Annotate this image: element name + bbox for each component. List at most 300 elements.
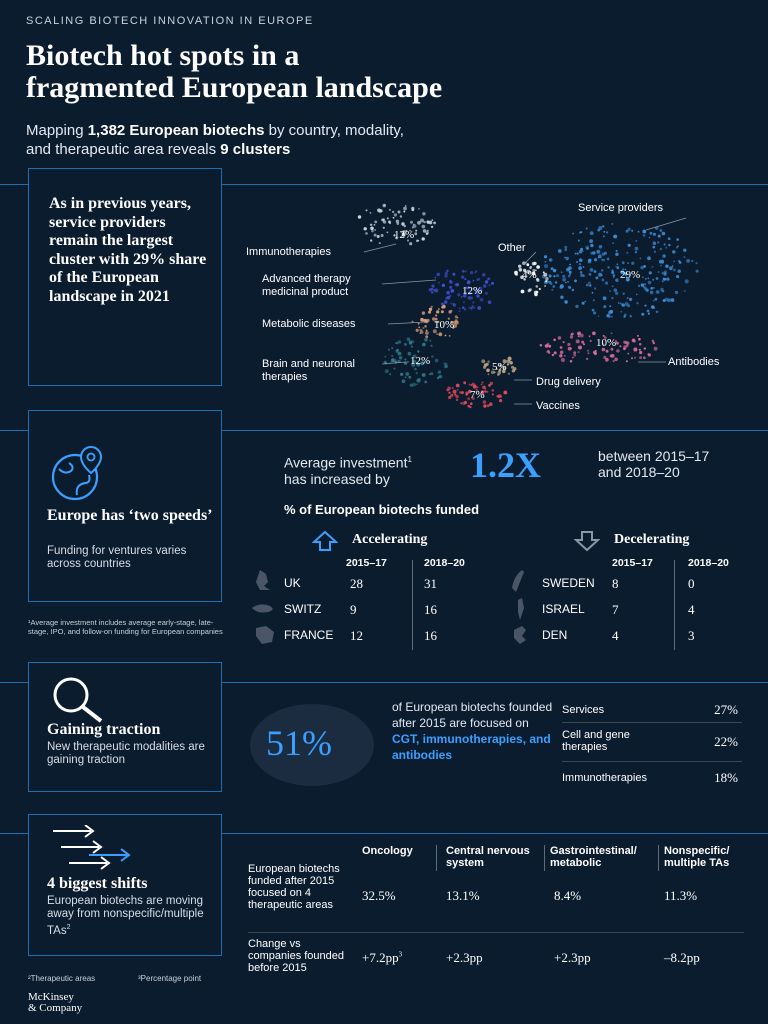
footnote-1: ¹Average investment includes average early-stage, late-stage, IPO, and follow-on funding for European companies: [28, 618, 223, 636]
cluster-dot: [394, 213, 397, 216]
cluster-dot: [549, 275, 552, 278]
cluster-dot: [536, 291, 538, 293]
cluster-dot: [614, 358, 618, 362]
cluster-dot: [685, 279, 689, 283]
cluster-dot: [612, 223, 614, 225]
cluster-dot: [644, 347, 646, 349]
cluster-dot: [414, 368, 416, 370]
cluster-dot: [417, 240, 419, 242]
modality-list: [562, 698, 742, 790]
cluster-dot: [482, 273, 485, 276]
cluster-dot: [561, 358, 565, 362]
cluster-dot: [371, 230, 374, 233]
cluster-dot: [586, 283, 589, 286]
cluster-dot: [417, 350, 419, 352]
cluster-dot: [615, 253, 618, 256]
cluster-dot: [416, 383, 418, 385]
cluster-dot: [418, 323, 420, 325]
cluster-dot: [387, 217, 389, 219]
cluster-dot: [410, 384, 413, 387]
cluster-dot: [643, 265, 646, 268]
cluster-dot: [450, 303, 452, 305]
cluster-dot: [580, 271, 583, 274]
cluster-dot: [660, 288, 663, 291]
cluster-dot: [653, 300, 655, 302]
cluster-dot: [555, 281, 557, 283]
cluster-dot: [400, 373, 403, 376]
decel-col1: 2015–17: [612, 557, 653, 569]
cluster-dot: [536, 279, 539, 282]
label-antibodies: Antibodies: [668, 356, 720, 368]
cluster-dot: [583, 266, 585, 268]
cluster-map: [236, 190, 756, 420]
cluster-dot: [565, 282, 567, 284]
cluster-dot: [606, 350, 609, 353]
cluster-dot: [402, 379, 406, 383]
cluster-dot: [638, 285, 640, 287]
cluster-dot: [499, 399, 502, 402]
cluster-dot: [590, 340, 592, 342]
row1-gi: 8.4%: [554, 888, 582, 903]
cluster-dot: [422, 311, 425, 314]
cluster-dot: [422, 373, 426, 377]
cluster-dot: [436, 273, 440, 277]
cluster-dot: [424, 381, 427, 384]
cluster-dot: [483, 284, 487, 288]
traction-title: Gaining traction: [47, 721, 161, 738]
cluster-dot: [651, 305, 654, 308]
israel-map-icon: [518, 598, 524, 620]
cluster-dot: [572, 233, 574, 235]
traction-text: of European biotechs founded after 2015 are focused on CGT, immunotherapies, and antibodies: [392, 700, 553, 762]
cluster-dot: [573, 351, 576, 354]
big-pct: 51%: [266, 723, 332, 763]
france-map-icon: [256, 626, 274, 644]
cluster-dot: [441, 306, 444, 309]
cluster-dot: [487, 277, 490, 280]
cluster-dot: [374, 234, 377, 237]
cluster-dot: [642, 276, 644, 278]
sweden-map-icon: [512, 570, 524, 592]
cluster-dot: [488, 300, 492, 304]
label-immuno: Immunotherapies: [246, 246, 331, 258]
cluster-dot: [639, 349, 641, 351]
cluster-dot: [404, 343, 407, 346]
cluster-dot: [594, 258, 597, 261]
decel-col2: 2018–20: [688, 557, 729, 569]
accel-col2: 2018–20: [424, 557, 465, 569]
cluster-dot: [613, 235, 617, 239]
cluster-dot: [391, 355, 393, 357]
switzerland-map-icon: [252, 604, 273, 612]
cluster-dot: [620, 311, 622, 313]
cluster-dot: [639, 356, 642, 359]
cluster-dot: [649, 237, 651, 239]
arrow-down-icon: [574, 530, 600, 552]
cluster-dot: [383, 204, 387, 208]
cluster-dot: [624, 341, 627, 344]
cluster-dot: [471, 384, 473, 386]
cluster-dot: [456, 399, 458, 401]
cluster-dot: [594, 352, 597, 355]
cluster-dot: [676, 275, 679, 278]
cluster-dot: [619, 345, 621, 347]
cluster-dot: [464, 309, 466, 311]
two-speeds-sub: Funding for ventures varies across countries: [47, 545, 187, 570]
cluster-dot: [647, 256, 651, 260]
cluster-dot: [580, 248, 583, 251]
cluster-dot: [594, 270, 597, 273]
cluster-dot: [374, 221, 377, 224]
cluster-dot: [579, 347, 581, 349]
cluster-dot: [664, 244, 666, 246]
cluster-dot: [469, 406, 471, 408]
cluster-dot: [408, 376, 411, 379]
cluster-dot: [424, 338, 428, 342]
cluster-dot: [398, 340, 402, 344]
shifts-sub: European biotechs are moving away from nonspecific/multiple TAs$^2$: [47, 895, 204, 937]
cluster-dot: [663, 278, 665, 280]
cluster-dot: [669, 266, 673, 270]
cluster-dot: [422, 343, 426, 347]
cluster-dot: [625, 302, 629, 306]
cluster-dot: [399, 356, 403, 360]
cluster-dot: [575, 305, 578, 308]
table-row: SWITZ 9 16: [284, 602, 437, 617]
cluster-dot: [473, 280, 475, 282]
cluster-dot: [473, 307, 475, 309]
cluster-dot: [696, 270, 699, 273]
two-speeds-card: [28, 410, 222, 602]
cluster-dot: [658, 271, 660, 273]
cluster-dot: [441, 303, 444, 306]
cluster-dot: [425, 335, 428, 338]
row1-oncology: 32.5%: [362, 888, 396, 903]
cluster-summary-card: [28, 168, 222, 386]
cluster-dot: [464, 383, 466, 385]
cluster-dot: [660, 265, 662, 267]
cluster-dot: [608, 315, 611, 318]
cluster-dot: [585, 246, 589, 250]
cluster-dot: [545, 280, 547, 282]
cluster-dot: [668, 237, 671, 240]
cluster-dot: [618, 302, 620, 304]
cluster-dot: [374, 229, 376, 231]
cluster-dot: [653, 233, 656, 236]
cluster-dot: [607, 258, 610, 261]
cluster-dot: [475, 270, 477, 272]
cluster-dot: [446, 270, 448, 272]
leader-line: [388, 322, 426, 324]
cluster-dot: [603, 235, 605, 237]
cluster-dot: [558, 336, 562, 340]
cluster-dot: [381, 234, 384, 237]
cluster-dot: [526, 263, 529, 266]
cluster-dot: [653, 241, 657, 245]
cluster-dot: [480, 298, 484, 302]
cluster-dot: [483, 404, 486, 407]
cluster-dot: [676, 247, 678, 249]
cluster-dot: [574, 280, 577, 283]
cluster-dot: [473, 385, 477, 389]
cluster-dot: [662, 232, 666, 236]
cluster-dot: [456, 283, 459, 286]
cluster-dot: [388, 221, 391, 224]
cluster-dot: [401, 222, 405, 226]
cluster-dot: [622, 261, 625, 264]
cluster-dot: [562, 278, 566, 282]
cluster-dot: [653, 246, 656, 249]
cluster-dot: [563, 341, 565, 343]
cluster-dot: [653, 287, 655, 289]
cluster-dot: [444, 300, 447, 303]
cluster-dot: [508, 373, 510, 375]
cluster-dot: [581, 341, 584, 344]
cluster-dot: [611, 316, 613, 318]
cluster-dot: [366, 209, 368, 211]
cluster-dot: [396, 350, 399, 353]
cluster-dot: [567, 281, 569, 283]
cluster-dot: [582, 302, 585, 305]
cluster-dot: [544, 285, 546, 287]
col-cns: Central nervous system: [446, 845, 530, 869]
cluster-dot: [572, 357, 574, 359]
label-vaccines: Vaccines: [536, 400, 580, 412]
cluster-dot: [662, 254, 666, 258]
cluster-dot: [431, 285, 434, 288]
cluster-dot: [671, 298, 675, 302]
cluster-dot: [562, 275, 565, 278]
cluster-dot: [444, 274, 448, 278]
cluster-dot: [477, 306, 481, 310]
decel-rows: [542, 576, 752, 654]
cluster-dot: [448, 392, 450, 394]
cluster-dot: [435, 359, 439, 363]
pct-drug: 5%: [492, 361, 507, 373]
row2-label: Change vs companies founded before 2015: [248, 938, 345, 974]
cluster-dot: [455, 315, 458, 318]
cluster-dot: [568, 266, 572, 270]
accel-country-shapes: [250, 568, 280, 648]
cluster-dot: [450, 289, 454, 293]
cluster-dot: [395, 342, 397, 344]
cluster-dot: [584, 301, 586, 303]
cluster-dot: [631, 357, 633, 359]
cluster-dot: [413, 224, 417, 228]
cluster-dot: [579, 250, 582, 253]
cluster-dot: [578, 240, 580, 242]
cluster-dot: [662, 280, 664, 282]
cluster-dot: [590, 268, 594, 272]
cluster-dot: [616, 263, 618, 265]
cluster-dot: [514, 369, 516, 371]
cluster-dot: [445, 335, 447, 337]
cluster-dot: [587, 350, 589, 352]
cluster-dot: [633, 348, 637, 352]
cluster-dot: [548, 352, 550, 354]
cluster-dot: [434, 277, 436, 279]
pct-metabolic: 10%: [434, 319, 455, 331]
uk-map-icon: [256, 570, 270, 590]
cluster-dot: [464, 401, 467, 404]
cluster-dot: [589, 284, 591, 286]
pct-vaccines: 7%: [470, 389, 485, 401]
table-row: FRANCE 12 16: [284, 628, 437, 643]
cluster-dot: [616, 266, 619, 269]
cluster-dot: [644, 305, 646, 307]
cluster-dot: [637, 335, 639, 337]
cluster-dot: [655, 298, 658, 301]
table-row: SWEDEN 8 0: [542, 576, 695, 591]
cluster-dot: [508, 357, 512, 361]
cluster-dot: [430, 340, 432, 342]
cluster-dot: [586, 228, 588, 230]
cluster-dot: [626, 360, 628, 362]
cluster-dot: [560, 351, 564, 355]
cluster-dot: [588, 282, 591, 285]
cluster-dot: [544, 255, 547, 258]
cluster-dot: [549, 259, 551, 261]
cluster-dot: [422, 212, 425, 215]
label-atmp: Advanced therapy medicinal product: [262, 273, 351, 298]
cluster-dot: [422, 327, 424, 329]
cluster-dot: [358, 215, 361, 218]
cluster-dot: [453, 390, 457, 394]
cluster-dot: [578, 335, 580, 337]
cluster-dot: [656, 277, 659, 280]
cluster-dot: [627, 297, 629, 299]
cluster-dot: [485, 292, 488, 295]
cluster-dot: [650, 291, 654, 295]
cluster-dot: [503, 391, 507, 395]
cluster-dot: [602, 225, 604, 227]
cluster-dot: [462, 306, 465, 309]
globe-pin-icon: [47, 443, 109, 505]
cluster-dot: [438, 375, 441, 378]
pct-atmp: 12%: [462, 285, 483, 297]
cluster-dot: [518, 265, 521, 268]
cluster-dot: [377, 235, 380, 238]
cluster-dot: [652, 279, 654, 281]
cluster-dot: [553, 339, 556, 342]
row1-cns: 13.1%: [446, 888, 480, 903]
cluster-dot: [658, 235, 661, 238]
cluster-dot: [559, 286, 562, 289]
cluster-dot: [593, 299, 595, 301]
cluster-dot: [553, 285, 556, 288]
cluster-dot: [602, 279, 605, 282]
cluster-dot: [477, 278, 480, 281]
cluster-dot: [492, 393, 494, 395]
cluster-dot: [469, 384, 471, 386]
cluster-dot: [614, 288, 618, 292]
cluster-dot: [623, 348, 626, 351]
cluster-dot: [545, 261, 547, 263]
cluster-dot: [364, 227, 367, 230]
cluster-dot: [598, 257, 600, 259]
leader-line: [382, 280, 436, 284]
cluster-dot: [424, 325, 427, 328]
cluster-dot: [592, 251, 595, 254]
cluster-dot: [392, 211, 394, 213]
cluster-dot: [550, 283, 553, 286]
cluster-dot: [379, 242, 381, 244]
cluster-dot: [665, 265, 668, 268]
cluster-dot: [696, 262, 698, 264]
cluster-dot: [435, 314, 437, 316]
cluster-dot: [556, 274, 559, 277]
cluster-dot: [611, 332, 613, 334]
cluster-dot: [583, 343, 585, 345]
cluster-dot: [425, 331, 429, 335]
cluster-dot: [571, 333, 574, 336]
cluster-dot: [663, 299, 666, 302]
cluster-dot: [545, 344, 549, 348]
cluster-dot: [405, 372, 409, 376]
col-divider: [436, 845, 437, 871]
cluster-dot: [429, 373, 431, 375]
cluster-dot: [551, 267, 554, 270]
cluster-dot: [511, 366, 514, 369]
table-row: UK 28 31: [284, 576, 437, 591]
cluster-dot: [596, 250, 600, 254]
cluster-dot: [411, 208, 414, 211]
list-item: Services 27%: [562, 698, 742, 723]
cluster-dot: [442, 284, 445, 287]
cluster-dot: [616, 349, 619, 352]
cluster-dot: [609, 290, 611, 292]
cluster-dot: [449, 335, 451, 337]
cluster-dot: [602, 253, 605, 256]
cluster-dot: [448, 310, 451, 313]
cluster-dot: [431, 291, 433, 293]
cluster-dot: [536, 285, 539, 288]
cluster-dot: [660, 229, 663, 232]
accel-col1: 2015–17: [346, 557, 387, 569]
cluster-dot: [612, 242, 614, 244]
cluster-dot: [436, 333, 438, 335]
decelerating-label: Decelerating: [614, 532, 690, 547]
cluster-dot: [465, 270, 467, 272]
cluster-dot: [654, 251, 656, 253]
cluster-dot: [588, 259, 591, 262]
cluster-dot: [572, 289, 574, 291]
cluster-dot: [645, 278, 647, 280]
cluster-dot: [533, 262, 536, 265]
cluster-dot: [620, 303, 622, 305]
cluster-dot: [570, 335, 573, 338]
cluster-dot: [592, 332, 596, 336]
cluster-dot: [486, 391, 488, 393]
cluster-dot: [491, 282, 494, 285]
cluster-dot: [477, 386, 479, 388]
cluster-dot: [420, 219, 424, 223]
cluster-dot: [650, 287, 653, 290]
invest-multiplier: 1.2X: [470, 445, 541, 485]
col-nonspecific: Nonspecific/ multiple TAs: [664, 845, 730, 869]
label-service: Service providers: [578, 202, 663, 214]
cluster-dot: [568, 275, 571, 278]
cluster-dot: [590, 244, 593, 247]
cluster-dot: [543, 271, 545, 273]
cluster-dot: [422, 225, 426, 229]
cluster-dot: [453, 303, 456, 306]
cluster-dot: [553, 275, 555, 277]
cluster-dot: [455, 319, 458, 322]
cluster-dot: [678, 270, 681, 273]
col-gi: Gastrointestinal/ metabolic: [550, 845, 637, 869]
row-divider: [248, 932, 744, 933]
